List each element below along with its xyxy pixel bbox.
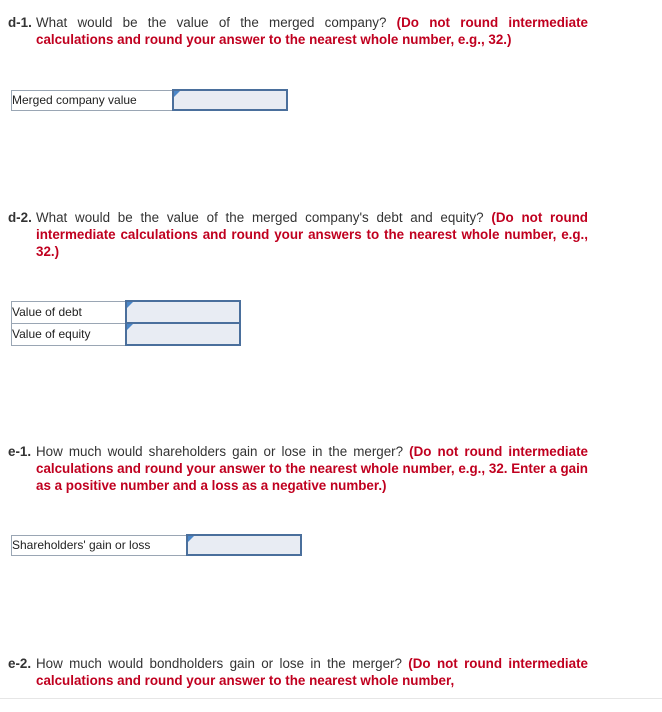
question-number: e-2. [8, 656, 32, 671]
value-of-debt-input[interactable] [126, 301, 240, 323]
question-hint: (Do not round intermediate calculations and round your answer to the nearest whole number, e.g., 32.) [36, 15, 588, 47]
shareholders-gain-or-loss-field[interactable] [188, 536, 300, 554]
value-of-equity-field[interactable] [127, 324, 239, 344]
question-text: How much would shareholders gain or lose in the merger? (Do not round intermediate calculations and round your answer to the nearest whole number, e.g., 32. Enter a gain as a positive number and a loss as a negative number.) [36, 444, 588, 493]
merged-company-value-input[interactable] [173, 90, 287, 110]
answer-table-d1 [11, 89, 288, 111]
question-e1 [8, 443, 588, 494]
question-hint: (Do not round intermediate calculations and round your answer to the nearest whole number, e.g., 32. Enter a gain as a positive number and a loss as a negative number.) [36, 444, 588, 493]
shareholders-gain-or-loss-input[interactable] [187, 535, 301, 555]
answer-table-e1 [11, 534, 302, 556]
merged-company-value-field[interactable] [174, 91, 286, 109]
question-number: d-1. [8, 15, 32, 30]
question-hint: (Do not round intermediate calculations and round your answers to the nearest whole number, e.g., 32.) [36, 210, 588, 259]
input-marker-icon [188, 536, 194, 542]
answer-table-d2 [11, 300, 241, 346]
question-d1 [8, 14, 588, 48]
answer-row [12, 535, 301, 555]
value-of-equity-input[interactable] [126, 323, 240, 345]
field-label: Shareholders' gain or loss [12, 535, 187, 555]
question-text: What would be the value of the merged company's debt and equity? (Do not round intermediate calculations and round your answers to the nearest whole number, e.g., 32.) [36, 210, 588, 259]
input-marker-icon [127, 302, 133, 308]
answer-row [12, 90, 287, 110]
value-of-debt-field[interactable] [127, 302, 239, 322]
question-e2 [8, 655, 588, 689]
input-marker-icon [127, 324, 133, 330]
field-label: Value of equity [12, 323, 126, 345]
field-label: Merged company value [12, 90, 173, 110]
question-number: d-2. [8, 210, 32, 225]
question-d2 [8, 209, 588, 260]
bottom-divider [0, 698, 662, 699]
field-label: Value of debt [12, 301, 126, 323]
question-text: What would be the value of the merged company? (Do not round intermediate calculations and round your answer to the nearest whole number, e.g., 32.) [36, 15, 588, 47]
question-text: How much would bondholders gain or lose in the merger? (Do not round intermediate calculations and round your answer to the nearest whole number, [36, 656, 588, 688]
question-hint: (Do not round intermediate calculations and round your answer to the nearest whole number, [36, 656, 588, 688]
question-number: e-1. [8, 444, 32, 459]
answer-row [12, 323, 240, 345]
input-marker-icon [174, 91, 180, 97]
answer-row [12, 301, 240, 323]
